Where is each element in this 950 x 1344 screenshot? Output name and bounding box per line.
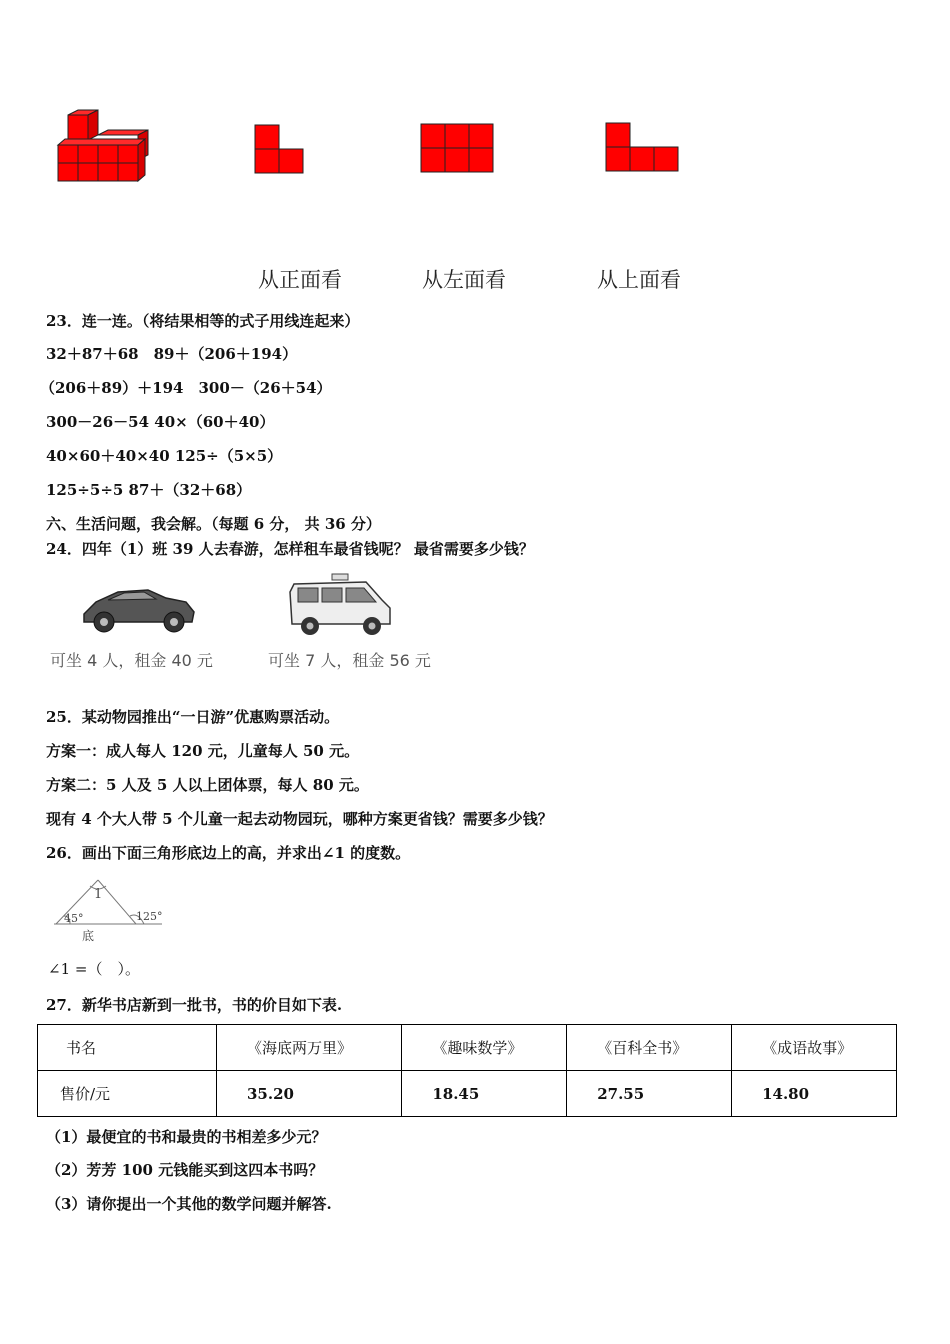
q24-title: 24．四年（1）班 39 人去春游，怎样租车最省钱呢？ 最省需要多少钱？ [46,540,534,558]
book-price-table [37,1024,897,1117]
q26-answer: ∠1 =（ ）。 [48,960,140,978]
table-cell: 《海底两万里》 [217,1025,402,1071]
car-caption: 可坐 4 人，租金 40 元 [50,651,213,670]
angle-1-label: 1 [94,887,103,902]
q25-question: 现有 4 个大人带 5 个儿童一起去动物园玩，哪种方案更省钱？需要多少钱？ [46,810,553,828]
top-view-figure [605,122,681,174]
q23-row-3: 300－26－54 40×（60＋40） [46,413,275,431]
table-cell: 售价/元 [38,1071,217,1117]
front-view-figure [254,124,306,176]
q27-sub-3: （3）请你提出一个其他的数学问题并解答. [46,1195,332,1213]
q23-row-4: 40×60＋40×40 125÷（5×5） [46,447,283,465]
cube-stack-3d [50,105,155,185]
q23-row-5: 125÷5÷5 87＋（32＋68） [46,481,252,499]
van-image [286,572,394,640]
q27-sub-2: （2）芳芳 100 元钱能买到这四本书吗？ [46,1161,324,1179]
table-cell: 35.20 [217,1071,402,1117]
q25-title: 25．某动物园推出“一日游”优惠购票活动。 [46,708,340,726]
table-row [38,1025,897,1071]
top-view-label: 从上面看 [597,268,681,292]
front-view-label: 从正面看 [258,268,342,292]
table-cell: 14.80 [732,1071,897,1117]
angle-45-label: 45° [64,912,84,925]
q27-sub-1: （1）最便宜的书和最贵的书相差多少元？ [46,1128,327,1146]
q23-row-2: （206＋89）＋194 300－（26＋54） [40,379,332,397]
triangle-figure [50,876,170,946]
left-view-label: 从左面看 [422,268,506,292]
base-label: 底 [82,929,95,943]
van-caption: 可坐 7 人，租金 56 元 [268,651,431,670]
table-cell: 《成语故事》 [732,1025,897,1071]
table-cell: 《趣味数学》 [402,1025,567,1071]
q23-title: 23．连一连。（将结果相等的式子用线连起来） [46,312,360,330]
left-view-figure [420,123,496,175]
angle-125-label: 125° [136,910,163,923]
q23-row-1: 32＋87＋68 89＋（206＋194） [46,345,298,363]
table-cell: 27.55 [567,1071,732,1117]
car-image [78,580,198,636]
q25-plan-2: 方案二：5 人及 5 人以上团体票，每人 80 元。 [46,776,369,794]
table-cell: 18.45 [402,1071,567,1117]
table-row [38,1071,897,1117]
q26-title: 26．画出下面三角形底边上的高，并求出∠1 的度数。 [46,844,411,862]
q25-plan-1: 方案一：成人每人 120 元，儿童每人 50 元。 [46,742,360,760]
section-6-heading: 六、生活问题，我会解。（每题 6 分， 共 36 分） [46,515,381,533]
table-cell: 《百科全书》 [567,1025,732,1071]
q27-title: 27．新华书店新到一批书，书的价目如下表. [46,996,343,1014]
table-cell: 书名 [38,1025,217,1071]
